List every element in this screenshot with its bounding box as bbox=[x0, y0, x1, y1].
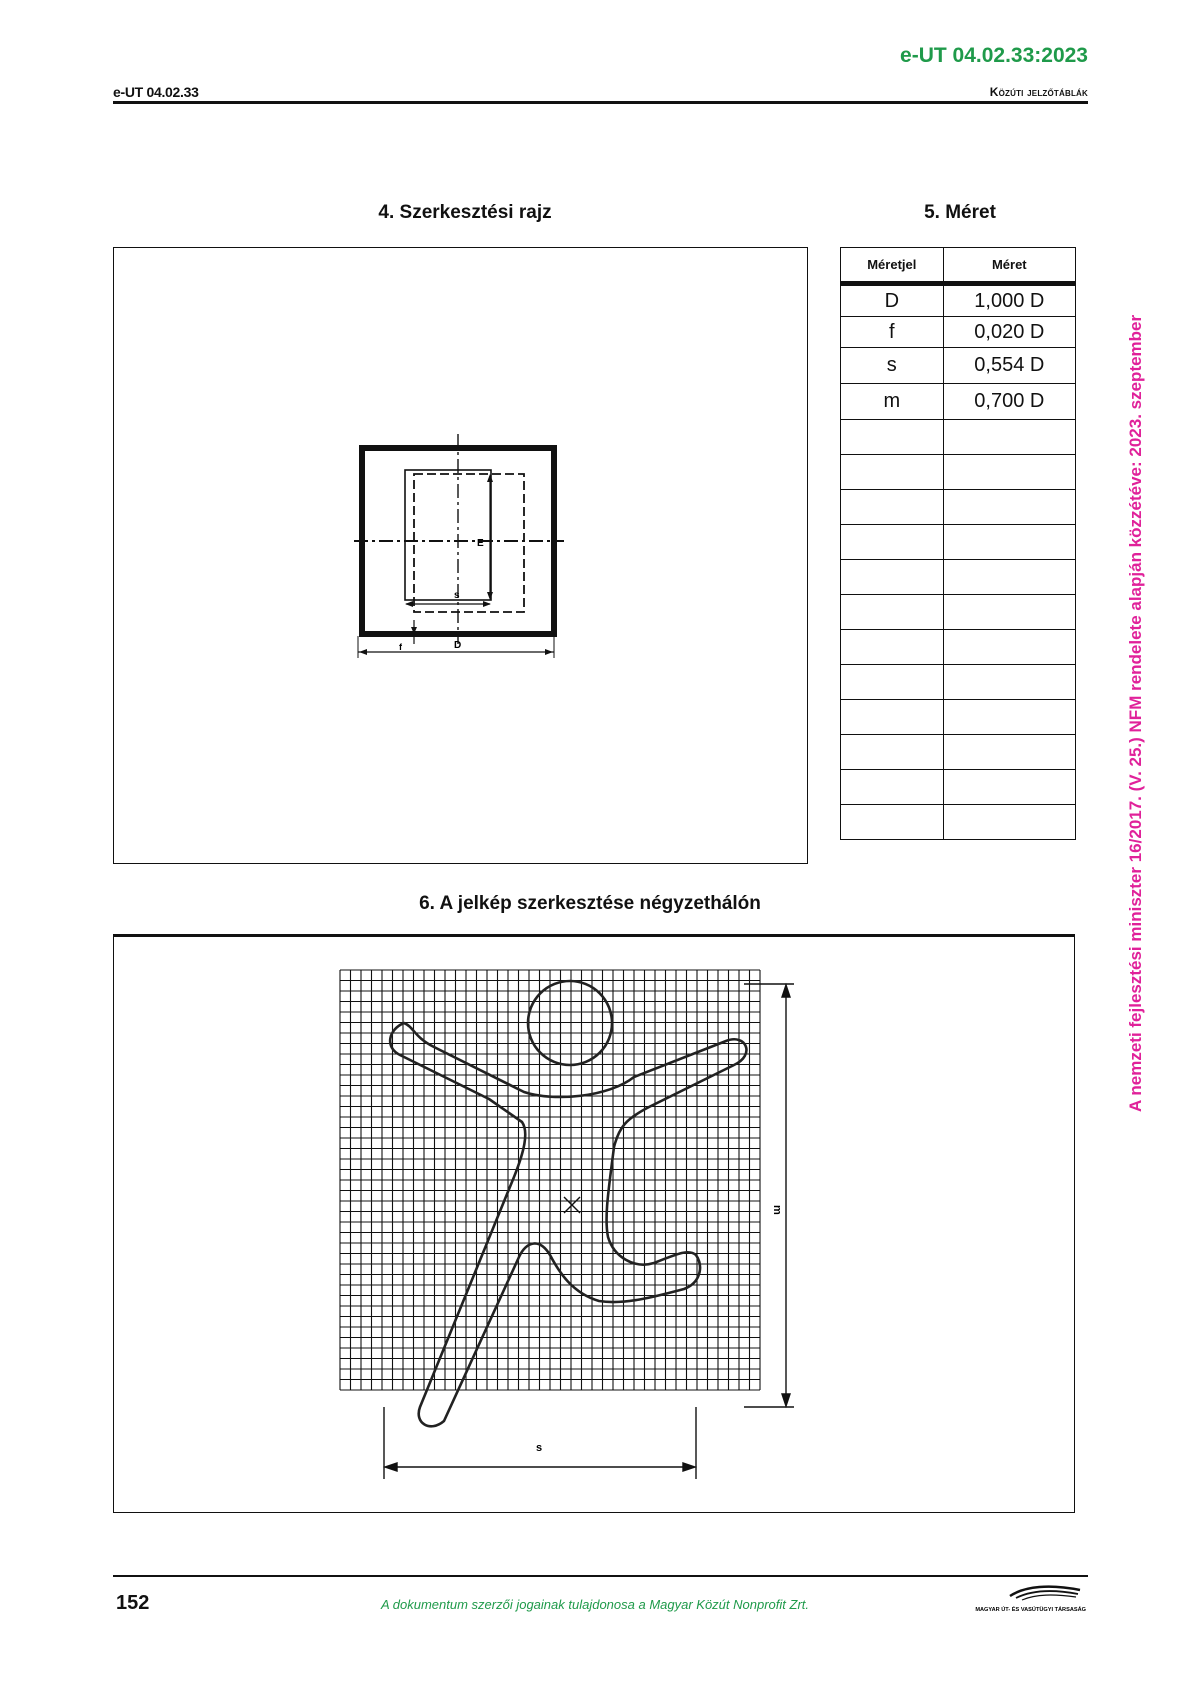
header-section-name: Közúti jelzőtáblák bbox=[989, 85, 1088, 99]
table-row bbox=[841, 317, 1076, 348]
copyright-notice: A dokumentum szerzői jogainak tulajdonosa a Magyar Közút Nonprofit Zrt. bbox=[380, 1597, 809, 1612]
dim-f-label: f bbox=[399, 642, 402, 652]
size-cell bbox=[943, 665, 1075, 700]
size-cell bbox=[943, 700, 1075, 735]
size-cell bbox=[943, 490, 1075, 525]
table-row bbox=[841, 770, 1076, 805]
construction-drawing bbox=[114, 248, 806, 862]
construction-drawing-frame bbox=[113, 247, 808, 864]
symbol-cell bbox=[841, 630, 944, 665]
child-symbol bbox=[390, 981, 746, 1426]
footer-rule bbox=[113, 1575, 1088, 1577]
header-rule bbox=[113, 101, 1088, 104]
dim-s-label: s bbox=[536, 1442, 543, 1454]
table-row bbox=[841, 735, 1076, 770]
symbol-cell bbox=[841, 455, 944, 490]
size-cell bbox=[943, 455, 1075, 490]
dim-s-label: s bbox=[454, 590, 460, 601]
symbol-cell bbox=[841, 665, 944, 700]
table-row bbox=[841, 595, 1076, 630]
symbol-rect bbox=[405, 470, 491, 600]
grid-title: 6. A jelkép szerkesztése négyzethálón bbox=[419, 893, 761, 914]
symbol-cell bbox=[841, 490, 944, 525]
table-row bbox=[841, 490, 1076, 525]
size-cell bbox=[943, 805, 1075, 840]
table-row bbox=[841, 284, 1076, 317]
table-row bbox=[841, 384, 1076, 420]
header-standard-id: e-UT 04.02.33 bbox=[113, 84, 199, 100]
symbol-cell bbox=[841, 420, 944, 455]
dim-m-label: m bbox=[771, 1205, 783, 1215]
dim-d-label: D bbox=[454, 640, 462, 651]
dim-m bbox=[744, 984, 794, 1407]
size-cell: 0,020 D bbox=[943, 317, 1075, 348]
center-mark bbox=[564, 1197, 580, 1213]
symbol-cell bbox=[841, 700, 944, 735]
table-row bbox=[841, 665, 1076, 700]
logo-text: MAGYAR ÚT- ÉS VASÚTÜGYI TÁRSASÁG bbox=[975, 1607, 1086, 1613]
table-row bbox=[841, 455, 1076, 490]
size-cell: 0,554 D bbox=[943, 348, 1075, 384]
size-cell: 0,700 D bbox=[943, 384, 1075, 420]
document-code: e-UT 04.02.33:2023 bbox=[900, 44, 1088, 67]
symbol-cell bbox=[841, 770, 944, 805]
table-row bbox=[841, 420, 1076, 455]
table-row bbox=[841, 348, 1076, 384]
logo-mark-icon bbox=[940, 1584, 1088, 1616]
size-title: 5. Méret bbox=[924, 202, 996, 223]
society-logo bbox=[940, 1584, 1088, 1616]
symbol-body bbox=[390, 1023, 746, 1426]
drawing-title: 4. Szerkesztési rajz bbox=[378, 202, 552, 223]
symbol-cell bbox=[841, 805, 944, 840]
construction-grid bbox=[340, 970, 760, 1390]
col-symbol-header: Méretjel bbox=[841, 248, 944, 284]
symbol-cell bbox=[841, 560, 944, 595]
table-row bbox=[841, 630, 1076, 665]
symbol-cell: s bbox=[841, 348, 944, 384]
symbol-cell: D bbox=[841, 284, 944, 317]
size-cell bbox=[943, 630, 1075, 665]
size-cell bbox=[943, 560, 1075, 595]
page-number: 152 bbox=[116, 1592, 150, 1614]
col-size-header: Méret bbox=[943, 248, 1075, 284]
size-cell bbox=[943, 525, 1075, 560]
grid-construction-frame bbox=[113, 934, 1075, 1513]
symbol-cell bbox=[841, 595, 944, 630]
size-cell bbox=[943, 770, 1075, 805]
table-row bbox=[841, 525, 1076, 560]
table-row bbox=[841, 805, 1076, 840]
symbol-cell bbox=[841, 525, 944, 560]
size-cell bbox=[943, 595, 1075, 630]
publication-note: A nemzeti fejlesztési miniszter 16/2017. (V. 25.) NFM rendelete alapján közzétéve: 2023. szeptember bbox=[1126, 314, 1145, 1112]
size-cell: 1,000 D bbox=[943, 284, 1075, 317]
table-row bbox=[841, 700, 1076, 735]
grid-construction bbox=[114, 937, 1074, 1512]
size-table bbox=[840, 247, 1076, 840]
symbol-cell: m bbox=[841, 384, 944, 420]
table-row bbox=[841, 560, 1076, 595]
size-cell bbox=[943, 420, 1075, 455]
symbol-cell: f bbox=[841, 317, 944, 348]
symbol-cell bbox=[841, 735, 944, 770]
dim-e-label: E bbox=[477, 538, 484, 549]
symbol-box bbox=[414, 474, 524, 612]
size-cell bbox=[943, 735, 1075, 770]
